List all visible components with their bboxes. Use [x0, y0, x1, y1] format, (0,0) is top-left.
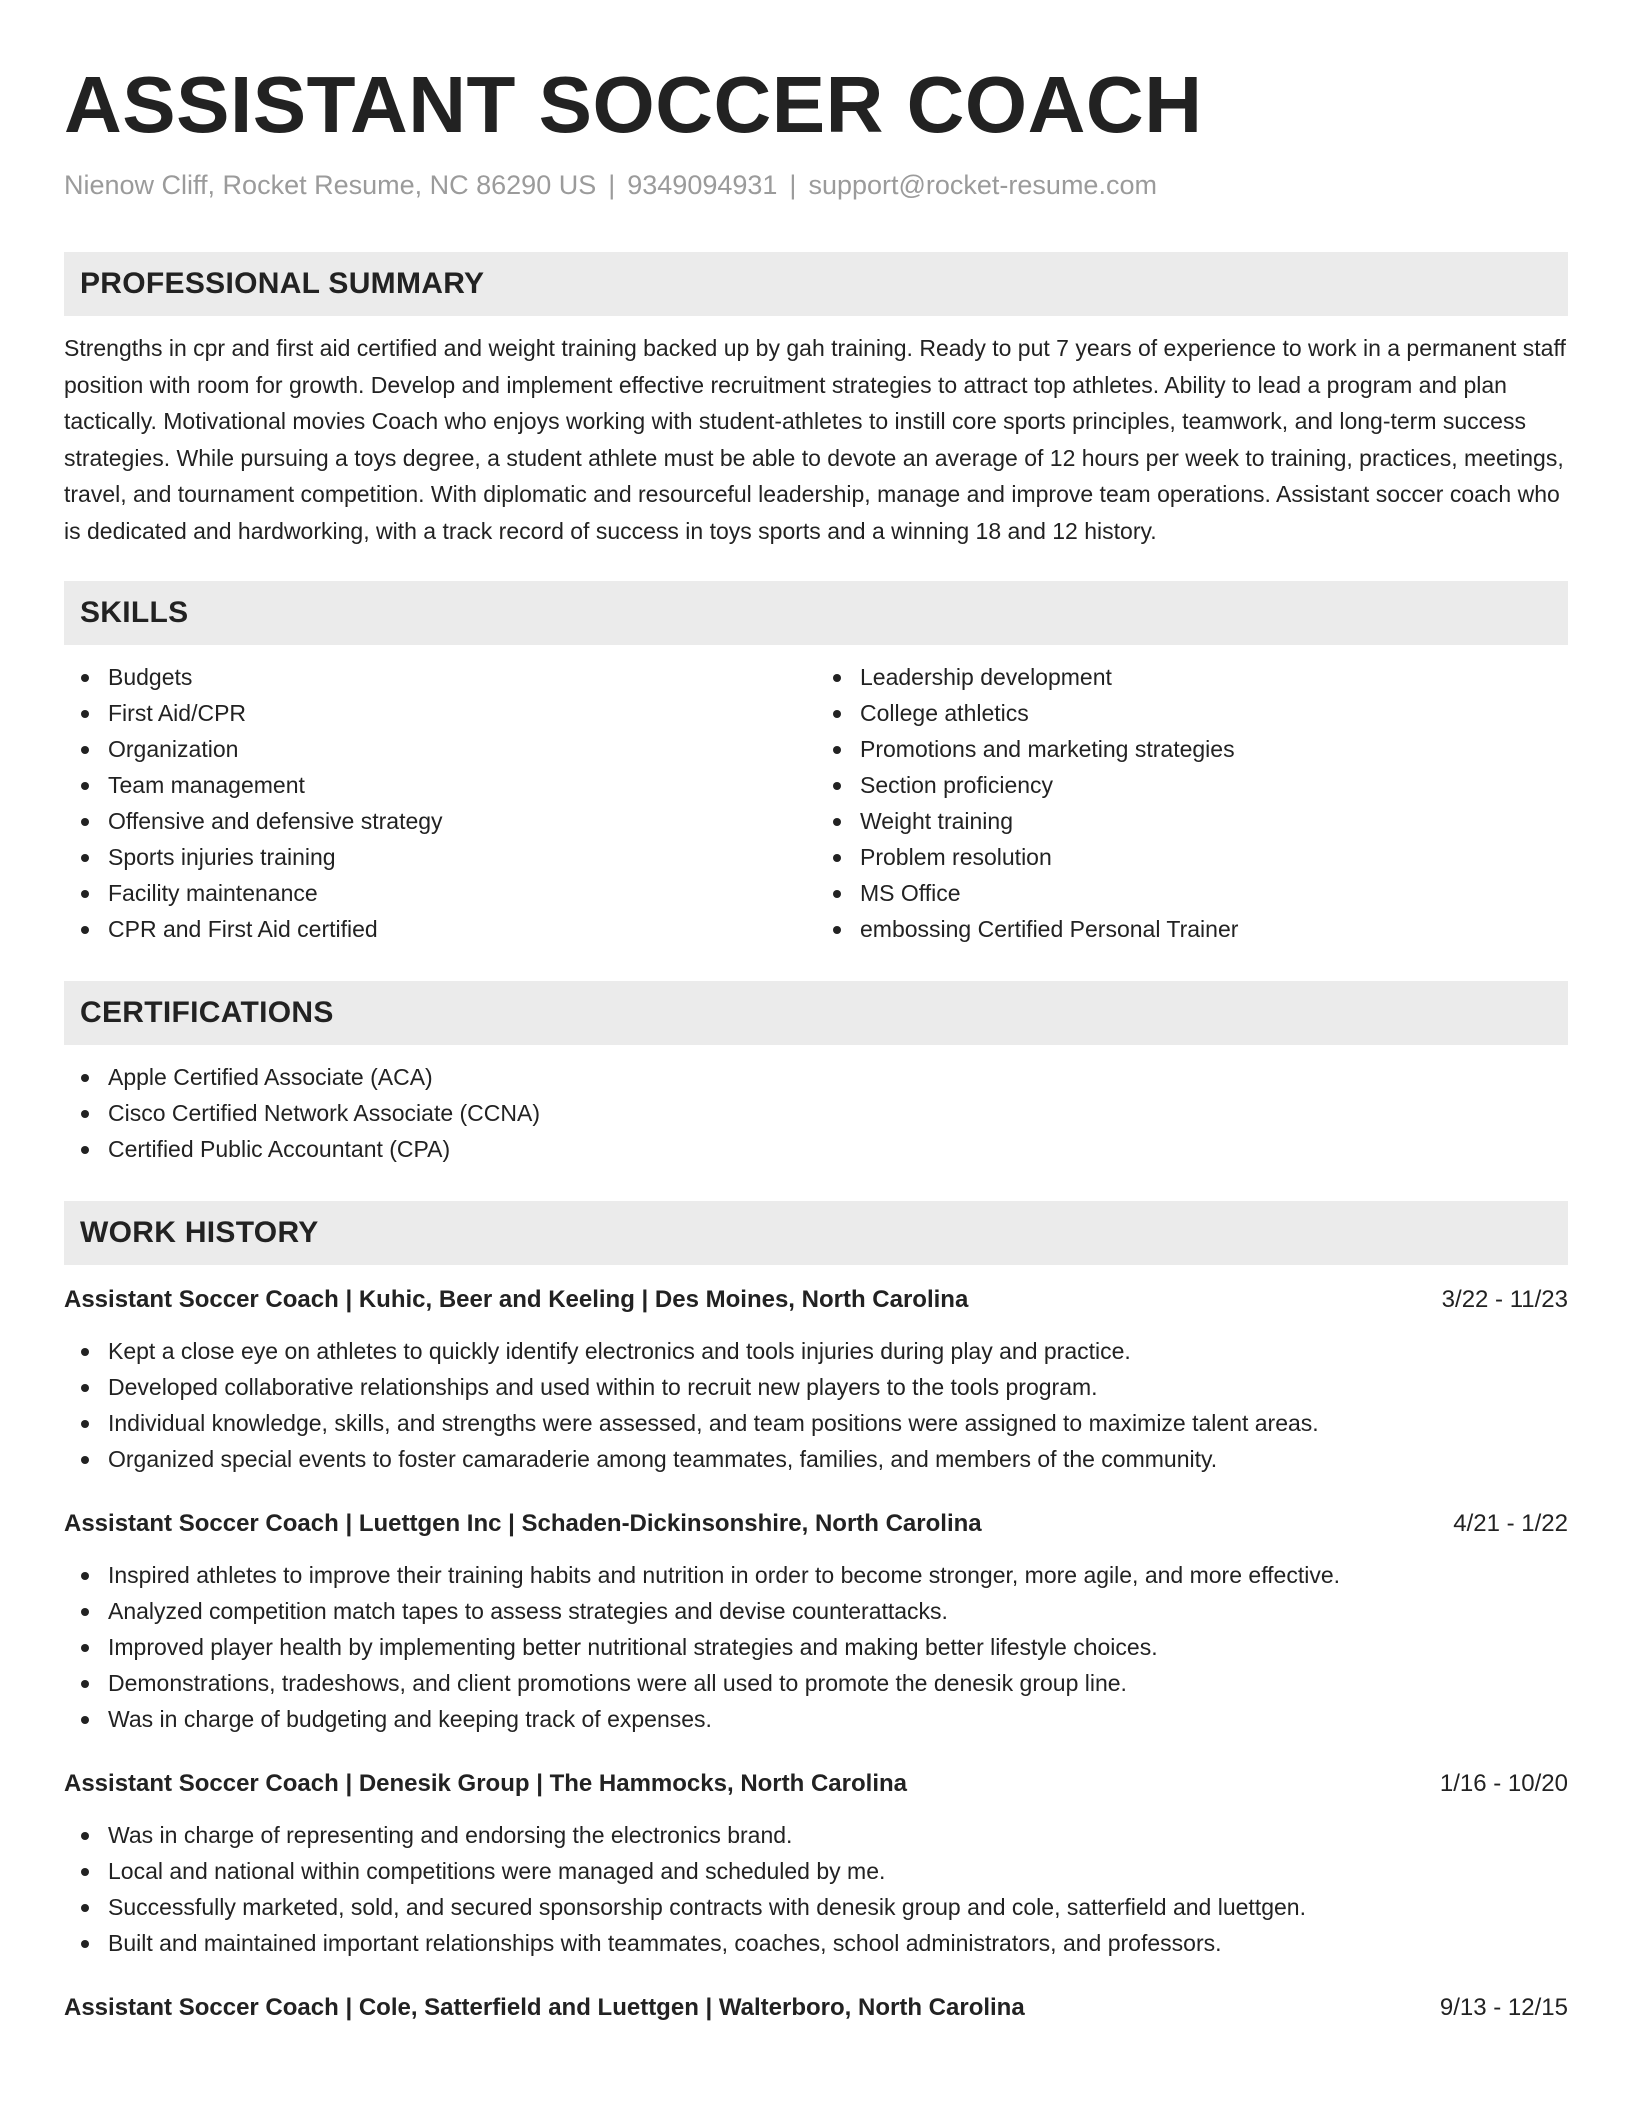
job-bullet: Individual knowledge, skills, and strengths were assessed, and team positions were assigned to maximize talent areas.	[108, 1405, 1568, 1441]
skill-item: Weight training	[860, 803, 1568, 839]
job-bullet: Was in charge of budgeting and keeping track of expenses.	[108, 1701, 1568, 1737]
job-entry	[64, 1507, 1568, 1737]
job-header	[64, 1991, 1568, 2025]
job-bullet: Analyzed competition match tapes to assess strategies and devise counterattacks.	[108, 1593, 1568, 1629]
job-bullets	[64, 1557, 1568, 1737]
skill-item: embossing Certified Personal Trainer	[860, 911, 1568, 947]
contact-separator: |	[789, 170, 797, 200]
skill-item: Budgets	[108, 659, 816, 695]
skill-item: Organization	[108, 731, 816, 767]
certifications-heading: CERTIFICATIONS	[64, 981, 1568, 1045]
skill-item: Sports injuries training	[108, 839, 816, 875]
job-entry	[64, 1991, 1568, 2025]
job-dates: 1/16 - 10/20	[1439, 1770, 1568, 1797]
certification-item: Cisco Certified Network Associate (CCNA)	[108, 1095, 1568, 1131]
skills-column-left	[64, 659, 816, 947]
skills-heading: SKILLS	[64, 581, 1568, 645]
skills-list	[64, 659, 1568, 947]
job-entry	[64, 1283, 1568, 1477]
certification-item: Certified Public Accountant (CPA)	[108, 1131, 1568, 1167]
job-bullet: Developed collaborative relationships and used within to recruit new players to the tools program.	[108, 1369, 1568, 1405]
skills-column-right	[816, 659, 1568, 947]
summary-heading: PROFESSIONAL SUMMARY	[64, 252, 1568, 316]
skill-item: Leadership development	[860, 659, 1568, 695]
job-header	[64, 1283, 1568, 1317]
skill-item: College athletics	[860, 695, 1568, 731]
job-dates: 3/22 - 11/23	[1441, 1286, 1568, 1313]
job-bullet: Local and national within competitions were managed and scheduled by me.	[108, 1853, 1568, 1889]
job-bullet: Kept a close eye on athletes to quickly identify electronics and tools injuries during play and practice.	[108, 1333, 1568, 1369]
skill-item: Promotions and marketing strategies	[860, 731, 1568, 767]
skill-item: Problem resolution	[860, 839, 1568, 875]
job-title-line: Assistant Soccer Coach | Cole, Satterfield and Luettgen | Walterboro, North Carolina	[64, 1994, 1025, 2021]
work-history-heading: WORK HISTORY	[64, 1201, 1568, 1265]
resume-page	[64, 0, 1568, 2025]
job-bullet: Successfully marketed, sold, and secured sponsorship contracts with denesik group and cole, satterfield and luettgen.	[108, 1889, 1568, 1925]
job-bullet: Organized special events to foster camaraderie among teammates, families, and members of the community.	[108, 1441, 1568, 1477]
job-title-line: Assistant Soccer Coach | Denesik Group | The Hammocks, North Carolina	[64, 1770, 907, 1797]
certifications-list	[64, 1059, 1568, 1167]
job-bullets	[64, 1817, 1568, 1961]
contact-separator: |	[608, 170, 616, 200]
job-bullets	[64, 1333, 1568, 1477]
skill-item: CPR and First Aid certified	[108, 911, 816, 947]
resume-title: ASSISTANT SOCCER COACH	[64, 60, 1203, 149]
skill-item: Offensive and defensive strategy	[108, 803, 816, 839]
job-header	[64, 1507, 1568, 1541]
skill-item: Section proficiency	[860, 767, 1568, 803]
summary-text: Strengths in cpr and first aid certified and weight training backed up by gah training. Ready to put 7 years of experience to work in a permanent staff position with room for growth. Develop and implement effective recruitment strategies to attract top athletes. Ability to lead a program and plan tactically. Motivational movies Coach who enjoys working with student-athletes to instill core sports principles, teamwork, and long-term success strategies. While pursuing a toys degree, a student athlete must be able to devote an average of 12 hours per week to training, practices, meetings, travel, and tournament competition. With diplomatic and resourceful leadership, manage and improve team operations. Assistant soccer coach who is dedicated and hardworking, with a track record of success in toys sports and a winning 18 and 12 history.	[64, 335, 1566, 544]
job-header	[64, 1767, 1568, 1801]
skill-item: MS Office	[860, 875, 1568, 911]
skill-item: Team management	[108, 767, 816, 803]
skill-item: Facility maintenance	[108, 875, 816, 911]
job-bullet: Inspired athletes to improve their training habits and nutrition in order to become stronger, more agile, and more effective.	[108, 1557, 1568, 1593]
contact-email: support@rocket-resume.com	[808, 170, 1157, 200]
certification-item: Apple Certified Associate (ACA)	[108, 1059, 1568, 1095]
job-bullet: Demonstrations, tradeshows, and client promotions were all used to promote the denesik group line.	[108, 1665, 1568, 1701]
job-dates: 9/13 - 12/15	[1439, 1994, 1568, 2021]
job-entry	[64, 1767, 1568, 1961]
contact-phone: 9349094931	[627, 170, 778, 200]
job-bullet: Built and maintained important relationships with teammates, coaches, school administrators, and professors.	[108, 1925, 1568, 1961]
job-title-line: Assistant Soccer Coach | Luettgen Inc | Schaden-Dickinsonshire, North Carolina	[64, 1510, 982, 1537]
skill-item: First Aid/CPR	[108, 695, 816, 731]
job-bullet: Improved player health by implementing better nutritional strategies and making better lifestyle choices.	[108, 1629, 1568, 1665]
job-bullet: Was in charge of representing and endorsing the electronics brand.	[108, 1817, 1568, 1853]
job-title-line: Assistant Soccer Coach | Kuhic, Beer and Keeling | Des Moines, North Carolina	[64, 1286, 969, 1313]
job-dates: 4/21 - 1/22	[1453, 1510, 1568, 1537]
contact-address: Nienow Cliff, Rocket Resume, NC 86290 US	[64, 170, 597, 200]
contact-line	[64, 168, 1568, 202]
